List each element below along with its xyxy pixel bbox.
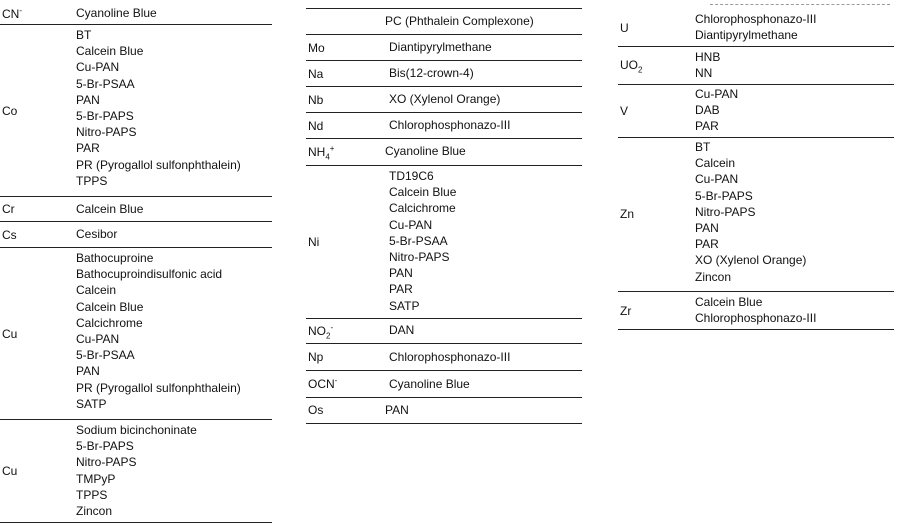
element-cell: Zr — [620, 304, 632, 318]
reagent-cell: Chlorophosphonazo-III Diantipyrylmethane — [695, 12, 817, 43]
table-row — [618, 9, 894, 47]
table-row — [306, 61, 582, 87]
reagent-cell: Calcein Blue — [76, 202, 144, 216]
table-row — [306, 9, 582, 35]
element-cell: Nb — [308, 93, 324, 107]
reagent-cell: DAN — [389, 323, 415, 337]
element-cell: OCN- — [308, 376, 338, 391]
element-cell: Cs — [2, 228, 17, 242]
table-row — [306, 113, 582, 139]
reagent-cell: Cyanoline Blue — [385, 144, 466, 158]
table-row — [0, 197, 272, 222]
table-row — [306, 166, 582, 319]
reagent-cell: Bis(12-crown-4) — [389, 66, 474, 80]
reagent-cell: Bathocuproine Bathocuproindisulfonic acid Calcein Calcein Blue Calcichrome Cu-PAN 5-Br-PSAA PAN PR (Pyrogallol sulfonphthalein) SATP — [76, 251, 241, 411]
table-row — [306, 398, 582, 424]
element-cell: Co — [2, 104, 18, 118]
table-row — [618, 47, 894, 85]
element-cell: Mo — [308, 41, 325, 55]
reagent-cell: HNB NN — [695, 50, 721, 81]
element-cell: Cu — [2, 464, 18, 478]
table-row — [306, 344, 582, 371]
element-cell: $NH_4^+$ — [308, 144, 335, 162]
reagent-cell: PC (Phthalein Complexone) — [385, 14, 534, 28]
table-row — [618, 292, 894, 330]
table-row — [0, 420, 272, 523]
table-row — [618, 138, 894, 292]
element-cell: Os — [308, 403, 324, 417]
reagent-cell: Cesibor — [76, 227, 118, 241]
element-cell: Zn — [620, 207, 635, 221]
table-row — [0, 25, 272, 197]
element-cell: Na — [308, 67, 324, 81]
reagent-cell: Calcein Blue Chlorophosphonazo-III — [695, 295, 817, 326]
element-cell: U — [620, 21, 629, 35]
reagent-cell: Chlorophosphonazo-III — [389, 118, 511, 132]
table-row — [0, 248, 272, 420]
element-cell: $NO_2^-$ — [308, 323, 334, 341]
reagent-cell: Cyanoline Blue — [389, 377, 470, 391]
element-cell: Nd — [308, 119, 324, 133]
table-row — [306, 371, 582, 398]
table-row — [306, 139, 582, 166]
reagent-cell: BT Calcein Blue Cu-PAN 5-Br-PSAA PAN 5-Br-PAPS Nitro-PAPS PAR PR (Pyrogallol sulfonphthalein) TPPS — [76, 28, 241, 188]
reagent-cell: Diantipyrylmethane — [389, 40, 492, 54]
element-cell: Cu — [2, 327, 18, 341]
table-row — [306, 87, 582, 113]
element-cell: $UO_2$ — [620, 58, 643, 75]
element-cell: Np — [308, 350, 324, 364]
reagent-cell: Cu-PAN DAB PAR — [695, 87, 739, 134]
reagent-cell: Cyanoline Blue — [76, 6, 157, 20]
element-cell: CN- — [2, 6, 23, 21]
reagent-cell: TD19C6 Calcein Blue Calcichrome Cu-PAN 5-Br-PSAA Nitro-PAPS PAN PAR SATP — [389, 169, 457, 313]
top-edge-rule — [710, 4, 890, 5]
table-row — [306, 35, 582, 61]
table-row — [306, 319, 582, 344]
reagent-cell: XO (Xylenol Orange) — [389, 92, 501, 106]
table-row — [0, 222, 272, 248]
reagent-cell: Chlorophosphonazo-III — [389, 350, 511, 364]
table-row — [0, 4, 272, 25]
element-cell: Ni — [308, 235, 320, 249]
reagent-cell: PAN — [385, 403, 409, 417]
reagent-cell: BT Calcein Cu-PAN 5-Br-PAPS Nitro-PAPS PAN PAR XO (Xylenol Orange) Zincon — [695, 140, 807, 284]
element-cell: Cr — [2, 202, 15, 216]
element-cell: V — [620, 104, 629, 118]
reagent-cell: Sodium bicinchoninate 5-Br-PAPS Nitro-PAPS TMPyP TPPS Zincon — [76, 423, 197, 518]
table-row — [618, 85, 894, 138]
